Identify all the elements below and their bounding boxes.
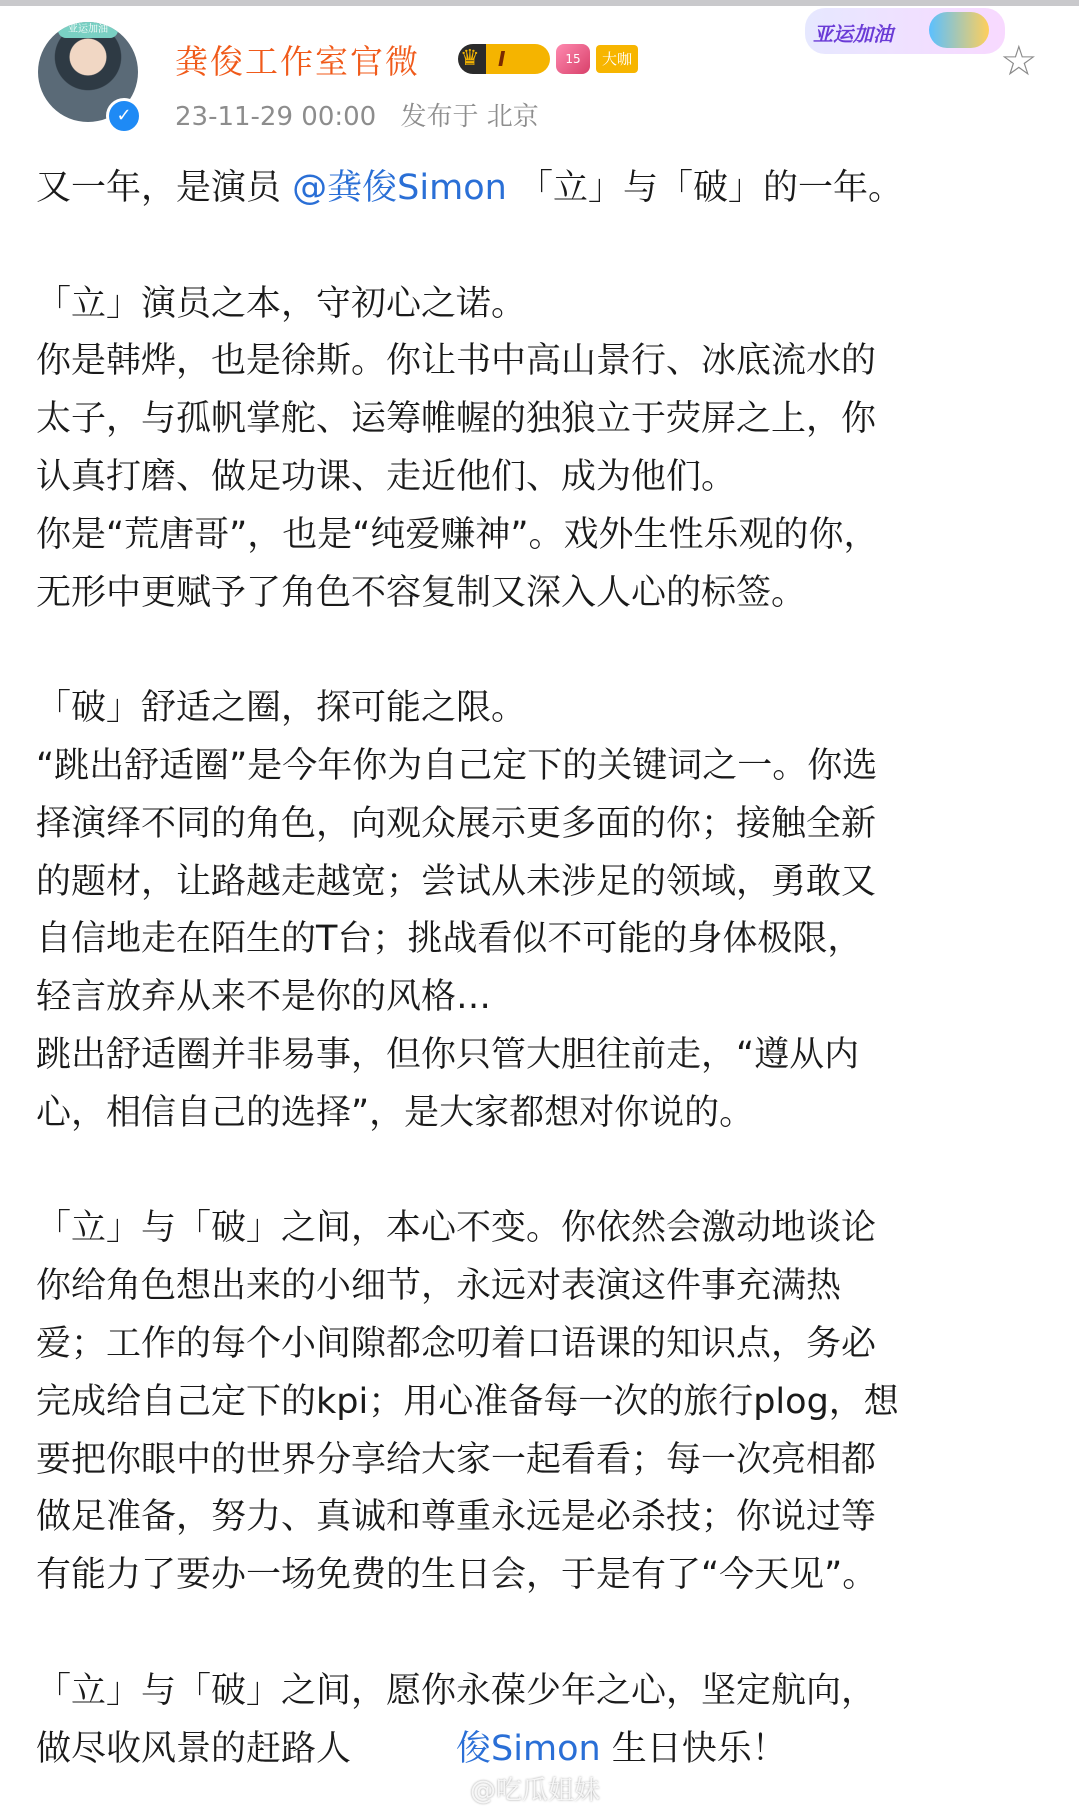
paragraph-5-prefix: 做尽收风景的赶路人 bbox=[36, 1728, 352, 1769]
paragraph-2: 「立」演员之本，守初心之诺。 你是韩烨，也是徐斯。你让书中高山景行、冰底流水的 太子，与孤帆掌舵、运筹帷幄的独狼立于荧屏之上，你 认真打磨、做足功课、走近他们、成为他们。 你是“荒唐哥”，也是“纯爱赚神”。戏外生性乐观的你， 无形中更赋予了角色不容复制又深入人心的标签。 bbox=[36, 283, 879, 613]
user-badges bbox=[458, 42, 638, 76]
promo-mascot-icon bbox=[929, 12, 989, 48]
gem-badge-number: 15 bbox=[565, 52, 581, 66]
crown-icon: ♛ bbox=[460, 46, 480, 71]
gem-badge[interactable] bbox=[556, 44, 590, 74]
paragraph-5-suffix: 生日快乐！ bbox=[600, 1728, 787, 1769]
membership-badge[interactable] bbox=[458, 44, 550, 74]
post-header bbox=[0, 0, 1079, 140]
star-outline-icon[interactable]: ☆ bbox=[1000, 36, 1038, 85]
post-timestamp: 23-11-29 00:00 bbox=[175, 102, 377, 132]
post-meta bbox=[175, 96, 555, 133]
mention-link[interactable]: @龚俊Simon bbox=[292, 168, 507, 208]
paragraph-4: 「立」与「破」之间，本心不变。你依然会激动地谈论 你给角色想出来的小细节，永远对表演这件事充满热 爱；工作的每个小间隙都念叨着口语课的知识点，务必 完成给自己定下的kpi；用心准备每一次的旅行plog，想 要把你眼中的世界分享给大家一起看看；每一次亮相都 做足准备，努力、真诚和尊重永远是必杀技；你说过等 有能力了要办一场免费的生日会，于是有了“今天见”。 bbox=[36, 1208, 899, 1596]
paragraph-5 bbox=[36, 1663, 1046, 1779]
paragraph-1 bbox=[36, 160, 1046, 218]
avatar-frame-badge: 亚运加油 bbox=[58, 22, 118, 38]
dakai-badge[interactable]: 大咖 bbox=[596, 45, 638, 73]
paragraph-5-line-1: 「立」与「破」之间，愿你永葆少年之心，坚定航向， bbox=[36, 1670, 877, 1711]
paragraph-1-prefix: 又一年，是演员 bbox=[36, 168, 282, 208]
post-body bbox=[36, 160, 1046, 1778]
membership-level: I bbox=[498, 47, 506, 71]
username[interactable]: 龚俊工作室官微 bbox=[175, 42, 420, 81]
promo-text: 亚运加油 bbox=[813, 22, 893, 46]
paragraph-3: 「破」舒适之圈，探可能之限。 “跳出舒适圈”是今年你为自己定下的关键词之一。你选 择演绎不同的角色，向观众展示更多面的你；接触全新 的题材，让路越走越宽；尝试从未涉足的领域，勇敢又 自信地走在陌生的T台；挑战看似不可能的身体极限， 轻言放弃从来不是你的风格… 跳出舒适圈并非易事，但你只管大胆往前走，“遵从内 心，相信自己的选择”，是大家都想对你说的。 bbox=[36, 688, 878, 1133]
verified-icon: ✓ bbox=[106, 98, 142, 134]
watermark: @吃瓜姐妹 bbox=[470, 1776, 601, 1806]
post-location: 发布于 北京 bbox=[400, 102, 539, 132]
mention-link-2[interactable]: 俊Simon bbox=[456, 1728, 601, 1769]
paragraph-1-suffix: 「立」与「破」的一年。 bbox=[517, 168, 903, 208]
promo-banner[interactable] bbox=[805, 8, 1005, 54]
